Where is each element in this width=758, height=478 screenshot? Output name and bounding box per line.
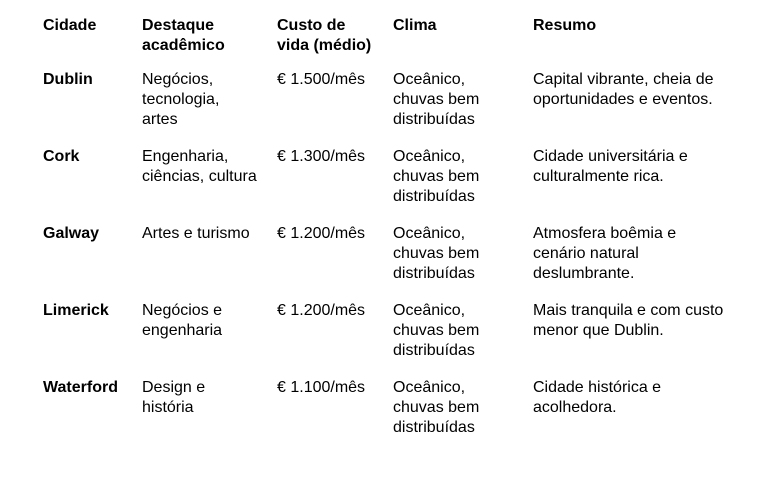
table-row bbox=[34, 218, 737, 295]
cell-cidade: Galway bbox=[43, 225, 100, 242]
table-header bbox=[34, 8, 737, 70]
table-row bbox=[34, 295, 737, 372]
header-destaque-academico: Destaque acadêmico bbox=[142, 17, 225, 54]
header-custo-de-vida: Custo de vida (médio) bbox=[277, 17, 372, 54]
cell-destaque: Engenharia, ciências, cultura bbox=[142, 148, 257, 185]
cell-resumo: Cidade histórica e acolhedora. bbox=[533, 379, 662, 416]
city-comparison-table bbox=[34, 8, 737, 449]
city-comparison-table-wrapper bbox=[34, 8, 737, 449]
cell-custo: € 1.300/mês bbox=[277, 148, 366, 165]
cell-custo: € 1.200/mês bbox=[277, 225, 366, 242]
cell-destaque: Negócios, tecnologia, artes bbox=[142, 71, 220, 128]
cell-resumo: Capital vibrante, cheia de oportunidades e eventos. bbox=[533, 71, 714, 108]
cell-destaque: Artes e turismo bbox=[142, 225, 250, 242]
cell-resumo: Mais tranquila e com custo menor que Dublin. bbox=[533, 302, 724, 339]
header-row bbox=[34, 8, 737, 70]
cell-custo: € 1.100/mês bbox=[277, 379, 366, 396]
cell-clima: Oceânico, chuvas bem distribuídas bbox=[393, 379, 480, 436]
header-cidade: Cidade bbox=[43, 17, 97, 34]
cell-clima: Oceânico, chuvas bem distribuídas bbox=[393, 148, 480, 205]
cell-cidade: Limerick bbox=[43, 302, 109, 319]
cell-resumo: Atmosfera boêmia e cenário natural deslumbrante. bbox=[533, 225, 677, 282]
table-row bbox=[34, 141, 737, 218]
cell-resumo: Cidade universitária e culturalmente rica. bbox=[533, 148, 688, 185]
table-row bbox=[34, 372, 737, 449]
cell-cidade: Dublin bbox=[43, 71, 93, 88]
cell-destaque: Design e história bbox=[142, 379, 206, 416]
header-resumo: Resumo bbox=[533, 17, 597, 34]
cell-custo: € 1.500/mês bbox=[277, 71, 366, 88]
cell-clima: Oceânico, chuvas bem distribuídas bbox=[393, 225, 480, 282]
cell-destaque: Negócios e engenharia bbox=[142, 302, 223, 339]
cell-cidade: Cork bbox=[43, 148, 80, 165]
table-row bbox=[34, 70, 737, 141]
cell-cidade: Waterford bbox=[43, 379, 118, 396]
cell-clima: Oceânico, chuvas bem distribuídas bbox=[393, 302, 480, 359]
table-body bbox=[34, 70, 737, 449]
cell-custo: € 1.200/mês bbox=[277, 302, 366, 319]
header-clima: Clima bbox=[393, 17, 437, 34]
cell-clima: Oceânico, chuvas bem distribuídas bbox=[393, 71, 480, 128]
